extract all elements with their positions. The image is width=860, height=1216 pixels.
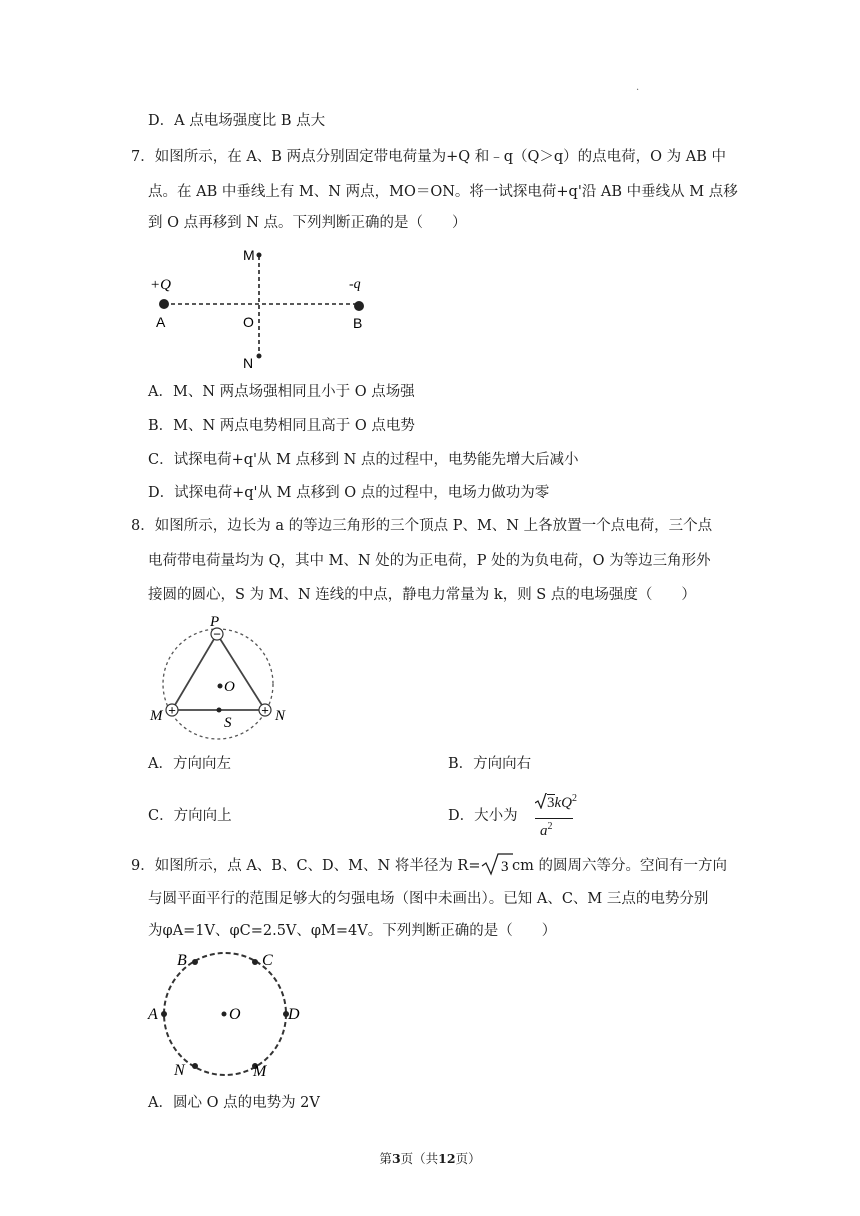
fraction-bar	[535, 818, 573, 819]
point-a-dot	[161, 1011, 167, 1017]
q9-figure	[140, 945, 310, 1085]
label-a: A	[156, 314, 166, 330]
sqrt-3-symbol	[481, 852, 514, 876]
circumcircle	[163, 626, 273, 739]
sign-minus: −	[213, 626, 221, 642]
page-footer	[0, 1149, 860, 1167]
label-minus-q: -q	[349, 277, 361, 292]
q7-option-d: D．试探电荷+q'从 M 点移到 O 点的过程中，电场力做功为零	[148, 485, 550, 501]
q9-option-a: A．圆心 O 点的电势为 2V	[148, 1095, 320, 1111]
point-m-dot	[257, 253, 262, 258]
footer-total-pages: 12	[438, 1151, 456, 1166]
q8-option-c: C．方向向上	[148, 808, 232, 824]
center-o-dot	[218, 684, 223, 689]
q8-option-b: B．方向向右	[448, 756, 532, 772]
sign-plus-n: +	[261, 702, 269, 718]
q7-option-b: B．M、N 两点电势相同且高于 O 点电势	[148, 418, 415, 434]
q9-text-line1-suffix: cm 的圆周六等分。空间有一方向	[512, 858, 727, 874]
q9-text-line3: 为φA=1V、φC=2.5V、φM=4V。下列判断正确的是（ ）	[148, 923, 557, 939]
label-o: O	[243, 314, 254, 330]
q9-text-line2: 与圆平面平行的范围足够大的匀强电场（图中未画出）。已知 A、C、M 三点的电势分别	[148, 891, 709, 907]
point-n-dot	[257, 354, 262, 359]
center-o-dot	[222, 1012, 227, 1017]
label-b: B	[353, 315, 363, 331]
fraction-numerator	[535, 793, 577, 812]
fraction-denominator	[540, 821, 553, 840]
q8-option-d-fraction	[535, 793, 578, 845]
q6-option-d: D．A 点电场强度比 B 点大	[148, 113, 326, 129]
charge-b-dot	[354, 301, 364, 311]
exponent-denominator: 2	[547, 821, 553, 832]
label-o: O	[224, 679, 235, 695]
variable-q: Q	[561, 795, 573, 811]
q7-text-line3: 到 O 点再移到 N 点。下列判断正确的是（ ）	[148, 215, 467, 231]
q7-text-line2: 点。在 AB 中垂线上有 M、N 两点，MO＝ON。将一试探电荷+q'沿 AB 中垂线从 M 点移	[148, 184, 738, 200]
header-mark: .	[636, 82, 640, 93]
label-m: M	[253, 1063, 267, 1080]
sign-plus-m: +	[168, 702, 176, 718]
footer-prefix: 第	[379, 1151, 392, 1166]
label-p: P	[210, 614, 220, 630]
variable-a: a	[540, 823, 548, 839]
q8-text-line2: 电荷带电荷量均为 Q，其中 M、N 处的为正电荷，P 处的为负电荷，O 为等边三角形外	[148, 553, 711, 569]
sqrt-sign	[535, 793, 547, 809]
label-o: O	[229, 1006, 241, 1023]
label-n: N	[243, 355, 254, 371]
midpoint-s-dot	[217, 708, 222, 713]
constant-k: k	[554, 795, 562, 811]
label-c: C	[262, 952, 273, 969]
exponent-numerator: 2	[572, 793, 578, 804]
point-b-dot	[192, 959, 198, 965]
q8-option-d-prefix: D．大小为	[448, 808, 518, 824]
label-a: A	[148, 1006, 158, 1023]
q7-option-a: A．M、N 两点场强相同且小于 O 点场强	[148, 384, 415, 400]
q8-text-line1: 8．如图所示，边长为 a 的等边三角形的三个顶点 P、M、N 上各放置一个点电荷，三个点	[131, 518, 713, 534]
label-d: D	[288, 1006, 300, 1023]
q7-text-line1: 7．如图所示，在 A、B 两点分别固定带电荷量为+Q 和﹣q（Q＞q）的点电荷，O 为 AB 中	[131, 149, 727, 165]
point-n-dot	[192, 1063, 198, 1069]
q8-text-line3: 接圆的圆心，S 为 M、N 连线的中点，静电力常量为 k，则 S 点的电场强度（ ）	[148, 587, 696, 603]
footer-suffix: 页）	[455, 1151, 481, 1166]
footer-page-number: 3	[391, 1151, 401, 1166]
label-m: M	[150, 708, 163, 724]
triangle-pmn	[172, 634, 265, 710]
label-n: N	[275, 708, 286, 724]
q7-figure	[140, 240, 380, 375]
label-plus-q: +Q	[150, 277, 171, 293]
sqrt-radicand: 3	[547, 795, 555, 811]
footer-middle: 页（共	[400, 1151, 439, 1166]
label-b: B	[177, 952, 187, 969]
q9-radius-sqrt	[481, 852, 514, 880]
label-s: S	[224, 715, 232, 731]
q8-option-a: A．方向向左	[148, 756, 231, 772]
q7-option-c: C．试探电荷+q'从 M 点移到 N 点的过程中，电势能先增大后减小	[148, 452, 579, 468]
label-n: N	[174, 1062, 185, 1079]
q8-figure	[140, 610, 300, 735]
q9-text-line1-prefix: 9．如图所示，点 A、B、C、D、M、N 将半径为 R=	[131, 858, 481, 874]
charge-a-dot	[159, 299, 169, 309]
label-m: M	[243, 247, 255, 263]
point-c-dot	[252, 959, 258, 965]
sqrt-3-radicand: 3	[501, 859, 509, 875]
